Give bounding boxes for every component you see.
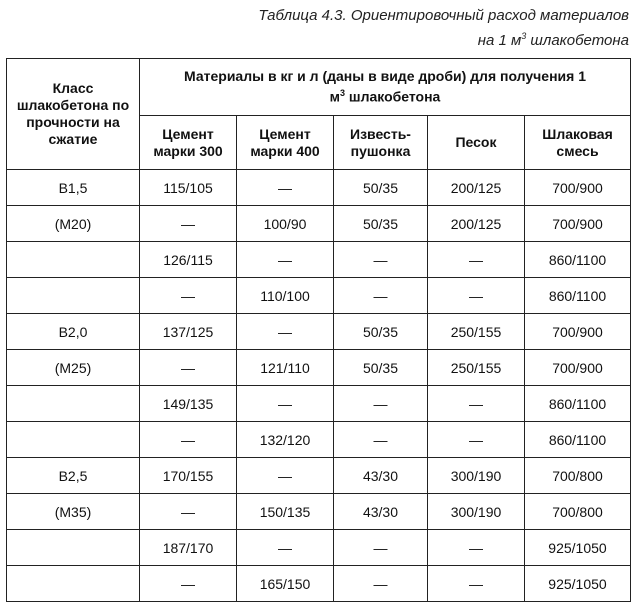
cement-400-cell: 100/90 <box>237 206 334 242</box>
cement-300-cell: — <box>140 566 237 602</box>
cement-400-cell: 110/100 <box>237 278 334 314</box>
sand-cell: 250/155 <box>428 350 525 386</box>
class-cell <box>7 278 140 314</box>
header-cement-400: Цемент марки 400 <box>237 116 334 170</box>
lime-cell: 50/35 <box>334 350 428 386</box>
slag-mix-cell: 925/1050 <box>525 566 631 602</box>
lime-cell: 43/30 <box>334 494 428 530</box>
slag-mix-cell: 860/1100 <box>525 386 631 422</box>
lime-cell: — <box>334 386 428 422</box>
cement-400-cell: 165/150 <box>237 566 334 602</box>
cement-400-cell: 132/120 <box>237 422 334 458</box>
lime-cell: 50/35 <box>334 314 428 350</box>
slag-mix-cell: 700/800 <box>525 458 631 494</box>
cement-300-cell: — <box>140 350 237 386</box>
slag-mix-cell: 700/800 <box>525 494 631 530</box>
caption-line-2: на 1 $м^3$ шлакобетона <box>477 31 629 49</box>
cement-300-cell: — <box>140 278 237 314</box>
cement-300-cell: 170/155 <box>140 458 237 494</box>
cement-400-cell: — <box>237 386 334 422</box>
slag-mix-cell: 700/900 <box>525 350 631 386</box>
cement-400-cell: 150/135 <box>237 494 334 530</box>
header-cement-300: Цемент марки 300 <box>140 116 237 170</box>
table-row <box>7 242 631 278</box>
lime-cell: — <box>334 530 428 566</box>
cement-400-cell: — <box>237 530 334 566</box>
cement-400-cell: — <box>237 242 334 278</box>
cement-300-cell: 137/125 <box>140 314 237 350</box>
table-row <box>7 458 631 494</box>
header-class-column: Класс шлакобетона по прочности на сжатие <box>7 59 140 170</box>
class-cell: В2,0 <box>7 314 140 350</box>
lime-cell: — <box>334 422 428 458</box>
slag-mix-cell: 700/900 <box>525 314 631 350</box>
slag-mix-cell: 860/1100 <box>525 242 631 278</box>
sand-cell: — <box>428 530 525 566</box>
table-body <box>7 170 631 602</box>
cement-300-cell: 115/105 <box>140 170 237 206</box>
table-row <box>7 530 631 566</box>
lime-cell: — <box>334 278 428 314</box>
sand-cell: 300/190 <box>428 494 525 530</box>
cement-300-cell: — <box>140 422 237 458</box>
class-cell: (М20) <box>7 206 140 242</box>
class-cell <box>7 566 140 602</box>
lime-cell: — <box>334 242 428 278</box>
table-row <box>7 386 631 422</box>
sand-cell: — <box>428 278 525 314</box>
slag-mix-cell: 925/1050 <box>525 530 631 566</box>
class-cell: (М25) <box>7 350 140 386</box>
class-cell <box>7 386 140 422</box>
table-row <box>7 350 631 386</box>
sand-cell: 200/125 <box>428 170 525 206</box>
cement-400-cell: — <box>237 458 334 494</box>
lime-cell: 50/35 <box>334 170 428 206</box>
slag-mix-cell: 700/900 <box>525 170 631 206</box>
class-cell <box>7 422 140 458</box>
materials-table <box>6 58 631 602</box>
lime-cell: — <box>334 566 428 602</box>
cement-300-cell: — <box>140 494 237 530</box>
cement-400-cell: — <box>237 170 334 206</box>
table-row <box>7 314 631 350</box>
class-cell: В2,5 <box>7 458 140 494</box>
cement-400-cell: 121/110 <box>237 350 334 386</box>
sand-cell: 300/190 <box>428 458 525 494</box>
sand-cell: — <box>428 386 525 422</box>
table-caption <box>258 6 629 51</box>
slag-mix-cell: 860/1100 <box>525 278 631 314</box>
class-cell: (М35) <box>7 494 140 530</box>
header-sand: Песок <box>428 116 525 170</box>
header-slag-mix: Шлаковая смесь <box>525 116 631 170</box>
header-lime: Известь-пушонка <box>334 116 428 170</box>
cement-300-cell: 126/115 <box>140 242 237 278</box>
cement-300-cell: 149/135 <box>140 386 237 422</box>
table-row <box>7 566 631 602</box>
lime-cell: 50/35 <box>334 206 428 242</box>
table-row <box>7 422 631 458</box>
class-cell: В1,5 <box>7 170 140 206</box>
caption-line-1: Таблица 4.3. Ориентировочный расход материалов <box>258 7 629 24</box>
sand-cell: 200/125 <box>428 206 525 242</box>
cement-400-cell: — <box>237 314 334 350</box>
header-materials: Материалы в кг и л (даны в виде дроби) для получения 1 $м^3$ шлакобетона <box>140 59 631 116</box>
table-row <box>7 494 631 530</box>
class-cell <box>7 530 140 566</box>
sand-cell: — <box>428 566 525 602</box>
cement-300-cell: 187/170 <box>140 530 237 566</box>
slag-mix-cell: 860/1100 <box>525 422 631 458</box>
sand-cell: 250/155 <box>428 314 525 350</box>
sand-cell: — <box>428 242 525 278</box>
table-row <box>7 170 631 206</box>
cement-300-cell: — <box>140 206 237 242</box>
slag-mix-cell: 700/900 <box>525 206 631 242</box>
table-row <box>7 278 631 314</box>
lime-cell: 43/30 <box>334 458 428 494</box>
class-cell <box>7 242 140 278</box>
table-row <box>7 206 631 242</box>
sand-cell: — <box>428 422 525 458</box>
